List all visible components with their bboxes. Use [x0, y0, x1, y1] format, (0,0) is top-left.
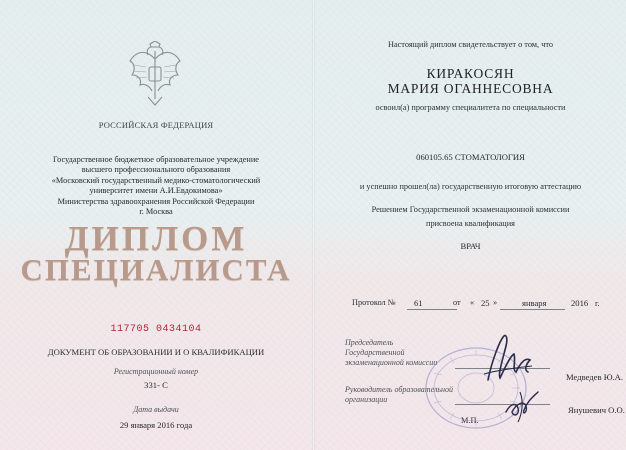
qualification: ВРАЧ [460, 241, 481, 251]
day-quote-close: » [493, 298, 498, 307]
protocol-year: 2016 [571, 298, 589, 308]
graduate-given-names: МАРИЯ ОГАННЕСОВНА [387, 81, 554, 96]
chair-label-line: экзаменационной комиссии [345, 358, 438, 367]
graduate-surname: КИРАКОСЯН [426, 66, 515, 81]
federation-label: РОССИЙСКАЯ ФЕДЕРАЦИЯ [98, 120, 214, 130]
head-signature-icon [500, 382, 548, 426]
diploma-title: ДИПЛОМ [64, 219, 248, 258]
commission-decision: Решением Государственной экзаменационной комиссии [371, 205, 570, 214]
institution-line: университет имени А.И.Евдокимова» [89, 186, 223, 196]
chair-label-line: Председатель [345, 338, 394, 347]
stamp-place: М.П. [461, 416, 479, 425]
registration-label: Регистрационный номер [113, 367, 199, 376]
head-label-line: Руководитель образовательной [345, 385, 454, 394]
diploma-subtitle: СПЕЦИАЛИСТА [20, 252, 292, 287]
year-suffix: г. [595, 299, 600, 308]
issue-date: 29 января 2016 года [119, 420, 193, 430]
attestation-text: и успешно прошел(ла) государственную итоговую аттестацию [359, 182, 582, 191]
serial-number: 117705 0434104 [110, 324, 202, 335]
chair-signature-icon [480, 330, 536, 390]
month-underline [500, 309, 565, 310]
protocol-number: 61 [414, 298, 423, 308]
institution-line: Министерства здравоохранения Российской Федерации [57, 196, 255, 206]
chair-label-line: Государственной [345, 348, 405, 357]
chair-name: Медведев Ю.А. [566, 372, 624, 382]
day-quote-open: « [470, 298, 475, 307]
issue-date-label: Дата выдачи [133, 405, 179, 414]
institution-line: «Московский государственный медико-стоматологический [51, 175, 261, 185]
specialty: 060105.65 СТОМАТОЛОГИЯ [416, 152, 525, 162]
left-page [0, 0, 312, 450]
head-name: Янушевич О.О. [568, 405, 625, 415]
qualification-label: присвоена квалификация [426, 219, 515, 228]
head-label-line: организации [345, 395, 388, 404]
protocol-label: Протокол № [352, 298, 396, 307]
mastered-program-text: освоил(а) программу специалитета по специальности [375, 103, 566, 112]
institution-block [20, 155, 292, 217]
protocol-underline [407, 309, 457, 310]
registration-number: 331- С [144, 380, 168, 390]
protocol-month: января [522, 298, 547, 308]
intro-text: Настоящий диплом свидетельствует о том, что [387, 40, 554, 49]
protocol-day: 25 [481, 298, 490, 308]
coat-of-arms-icon [126, 41, 184, 111]
from-label: от [453, 298, 461, 307]
institution-line: Государственное бюджетное образовательное учреждение [53, 155, 259, 164]
document-type: ДОКУМЕНТ ОБ ОБРАЗОВАНИИ И О КВАЛИФИКАЦИИ [47, 347, 265, 357]
institution-line: высшего профессионального образования [81, 165, 231, 175]
institution-line: г. Москва [139, 207, 173, 217]
